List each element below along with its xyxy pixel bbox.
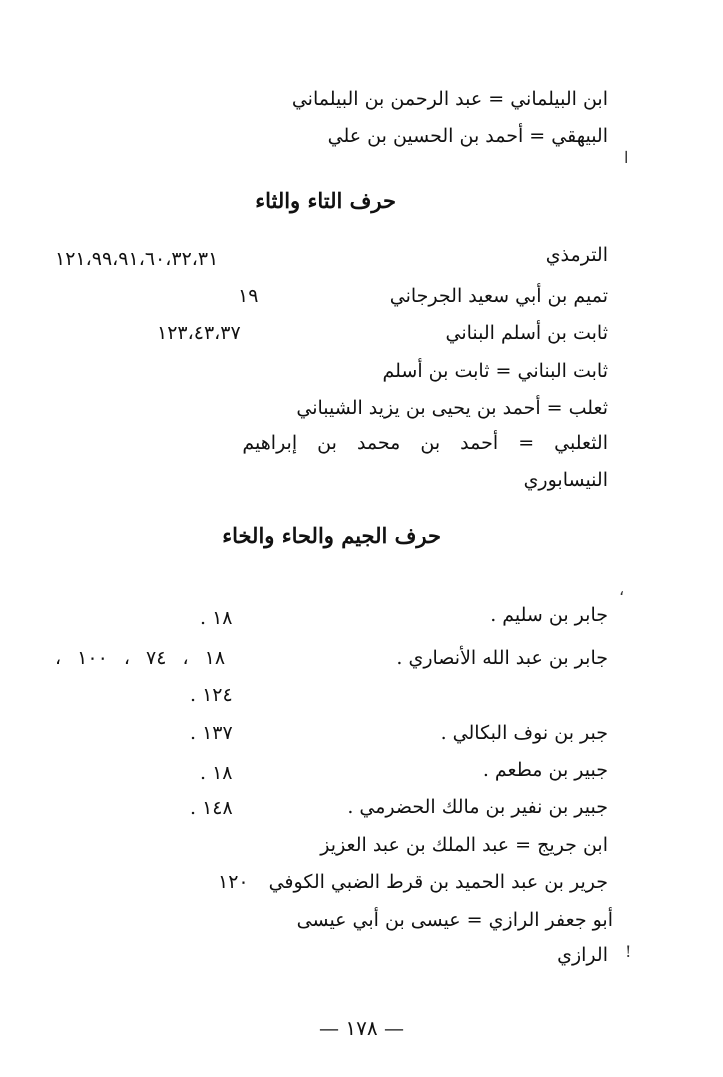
page-refs: ١٨ .: [200, 762, 233, 784]
index-entry: الثعلبي = أحمد بن محمد بن إبراهيم: [242, 432, 608, 454]
page-number: — ١٧٨ —: [319, 1016, 404, 1040]
page-refs: ١٢٠: [218, 871, 249, 893]
page-refs: ١٢٣،٤٣،٣٧: [157, 322, 241, 344]
index-entry: جبير بن نفير بن مالك الحضرمي .: [347, 796, 608, 818]
index-entry: تميم بن أبي سعيد الجرجاني: [389, 285, 608, 307]
page-refs: ١٣٧ .: [190, 722, 233, 744]
index-entry: جبير بن مطعم .: [482, 759, 608, 781]
index-entry: أبو جعفر الرازي = عيسى بن أبي عيسى: [296, 909, 613, 931]
margin-mark: !: [625, 942, 632, 961]
section-heading-jim: حرف الجيم والحاء والخاء: [222, 523, 441, 548]
index-entry: جابر بن سليم .: [490, 604, 608, 626]
page-refs: ١٨ .: [200, 607, 233, 629]
margin-mark: ،: [619, 580, 625, 599]
index-entry: ثعلب = أحمد بن يحيى بن يزيد الشيباني: [296, 397, 608, 419]
page-refs: ١٩: [238, 285, 259, 307]
page-refs: ١٤٨ .: [190, 797, 233, 819]
page-refs: ١٨ ، ٧٤ ، ١٠٠ ،: [55, 647, 226, 669]
index-entry: ابن البيلماني = عبد الرحمن بن البيلماني: [291, 88, 608, 110]
index-entry: جابر بن عبد الله الأنصاري .: [396, 647, 608, 669]
section-heading-ta: حرف التاء والثاء: [255, 188, 396, 213]
page-refs: ١٢٤ .: [190, 684, 233, 706]
index-entry: الرازي: [557, 944, 608, 966]
index-entry: ثابت بن أسلم البناني: [445, 322, 608, 344]
index-entry: جبر بن نوف البكالي .: [440, 722, 608, 744]
index-entry: جرير بن عبد الحميد بن قرط الضبي الكوفي: [268, 871, 608, 893]
page-refs: ١٢١،٩٩،٩١،٦٠،٣٢،٣١: [55, 248, 219, 270]
index-entry: ابن جريج = عبد الملك بن عبد العزيز: [320, 834, 608, 856]
index-entry: الترمذي: [545, 244, 608, 266]
index-entry: ثابت البناني = ثابت بن أسلم: [382, 360, 608, 382]
margin-mark: ا: [624, 148, 629, 167]
index-entry: البيهقي = أحمد بن الحسين بن علي: [327, 125, 608, 147]
index-entry: النيسابوري: [523, 469, 608, 491]
